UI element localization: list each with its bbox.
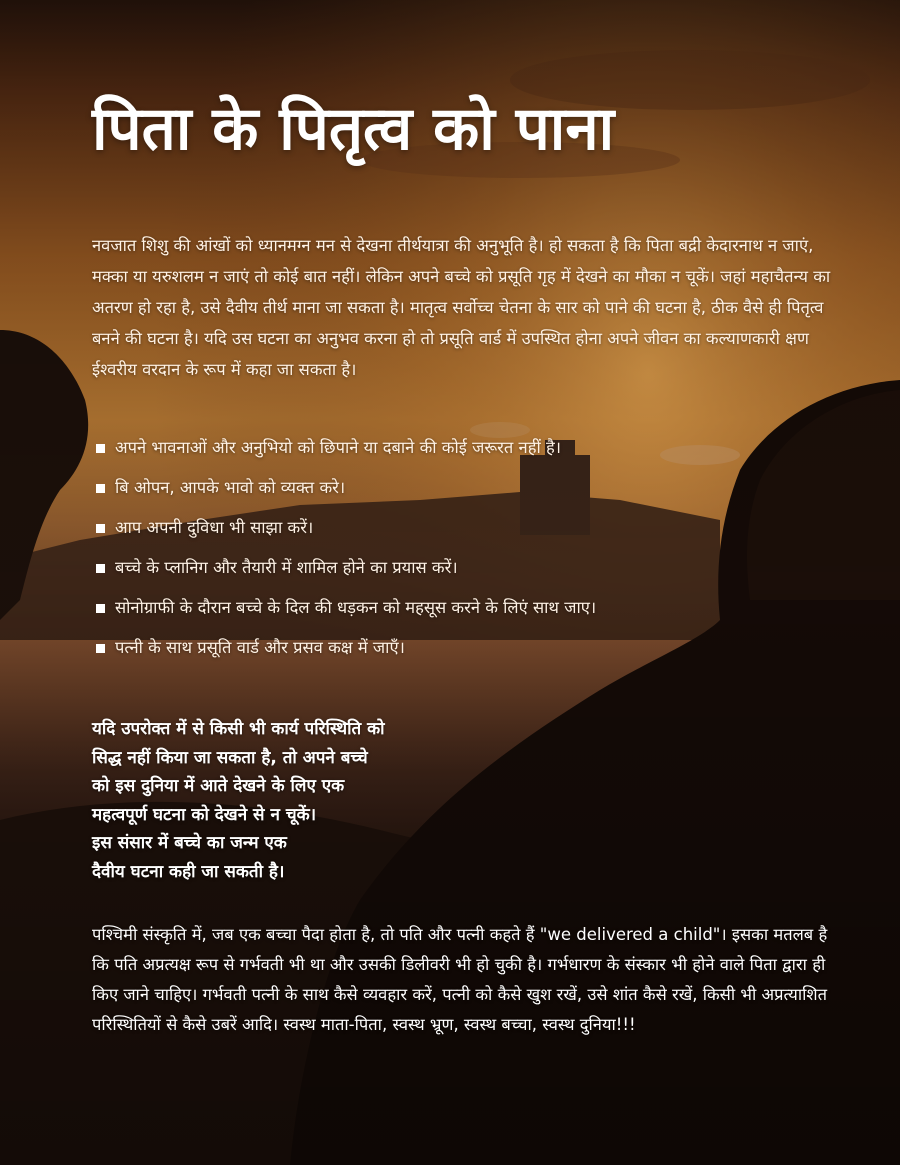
bullet-square-icon	[96, 644, 105, 653]
highlight-line: सिद्ध नहीं किया जा सकता है, तो अपने बच्चे	[92, 747, 368, 768]
list-item-text: बि ओपन, आपके भावो को व्यक्त करे।	[115, 478, 346, 497]
highlight-paragraph	[92, 715, 492, 886]
bullet-square-icon	[96, 444, 105, 453]
list-item-text: सोनोग्राफी के दौरान बच्चे के दिल की धड़कन को महसूस करने के लिएं साथ जाए।	[115, 598, 597, 617]
list-item-text: पत्नी के साथ प्रसूति वार्ड और प्रसव कक्ष में जाएँ।	[115, 638, 405, 657]
highlight-line: यदि उपरोक्त में से किसी भी कार्य परिस्थिति को	[92, 719, 385, 739]
list-item	[96, 468, 796, 508]
intro-paragraph: नवजात शिशु की आंखों को ध्यानमग्न मन से देखना तीर्थयात्रा की अनुभूति है। हो सकता है कि पिता बद्री केदारनाथ न जाएं, मक्का या यरुशलम न जाएं तो कोई बात नहीं। लेकिन अपने बच्चे को प्रसूति गृह में देखने का मौका न चूकें। जहां महाचैतन्य का अतरण हो रहा है, उसे दैवीय तीर्थ माना जा सकता है। मातृत्व सर्वोच्च चेतना के सार को पाने की घटना है, ठीक वैसे ही पितृत्व बनने की घटना है। यदि उस घटना का अनुभव करना हो तो प्रसूति वार्ड में उपस्थित होना अपने जीवन का कल्याणकारी क्षण ईश्वरीय वरदान के रूप में कहा जा सकता है।	[92, 236, 831, 379]
tips-list	[96, 428, 796, 668]
bullet-square-icon	[96, 484, 105, 493]
list-item	[96, 428, 796, 468]
list-item	[96, 508, 796, 548]
closing-paragraph: पश्चिमी संस्कृति में, जब एक बच्चा पैदा होता है, तो पति और पत्नी कहते हैं "we delivered a child"। इसका मतलब है कि पति अप्रत्यक्ष रूप से गर्भवती भी था और उसकी डिलीवरी भी हो चुकी है। गर्भधारण के संस्कार भी होने वाले पिता द्वारा ही किए जाने चाहिए। गर्भवती पत्नी के साथ कैसे व्यवहार करें, पत्नी को कैसे खुश रखें, उसे शांत कैसे रखें, किसी भी अप्रत्याशित परिस्थितियों से कैसे उबरें आदि। स्वस्थ माता-पिता, स्वस्थ भ्रूण, स्वस्थ बच्चा, स्वस्थ दुनिया!!!	[92, 925, 828, 1034]
bullet-square-icon	[96, 564, 105, 573]
highlight-line: दैवीय घटना कही जा सकती है।	[92, 861, 285, 882]
list-item-text: अपने भावनाओं और अनुभियो को छिपाने या दबाने की कोई जरूरत नहीं है।	[115, 438, 561, 457]
bullet-square-icon	[96, 604, 105, 613]
list-item	[96, 628, 796, 668]
bullet-square-icon	[96, 524, 105, 533]
list-item-text: बच्चे के प्लानिग और तैयारी में शामिल होने का प्रयास करें।	[115, 558, 458, 577]
list-item	[96, 588, 796, 628]
highlight-line: इस संसार में बच्चे का जन्म एक	[92, 833, 287, 853]
highlight-line: को इस दुनिया में आते देखने के लिए एक	[92, 776, 345, 796]
list-item-text: आप अपनी दुविधा भी साझा करें।	[115, 518, 314, 537]
page-title: पिता के पितृत्व को पाना	[92, 94, 615, 164]
highlight-line: महत्वपूर्ण घटना को देखने से न चूकें।	[92, 804, 317, 825]
list-item	[96, 548, 796, 588]
